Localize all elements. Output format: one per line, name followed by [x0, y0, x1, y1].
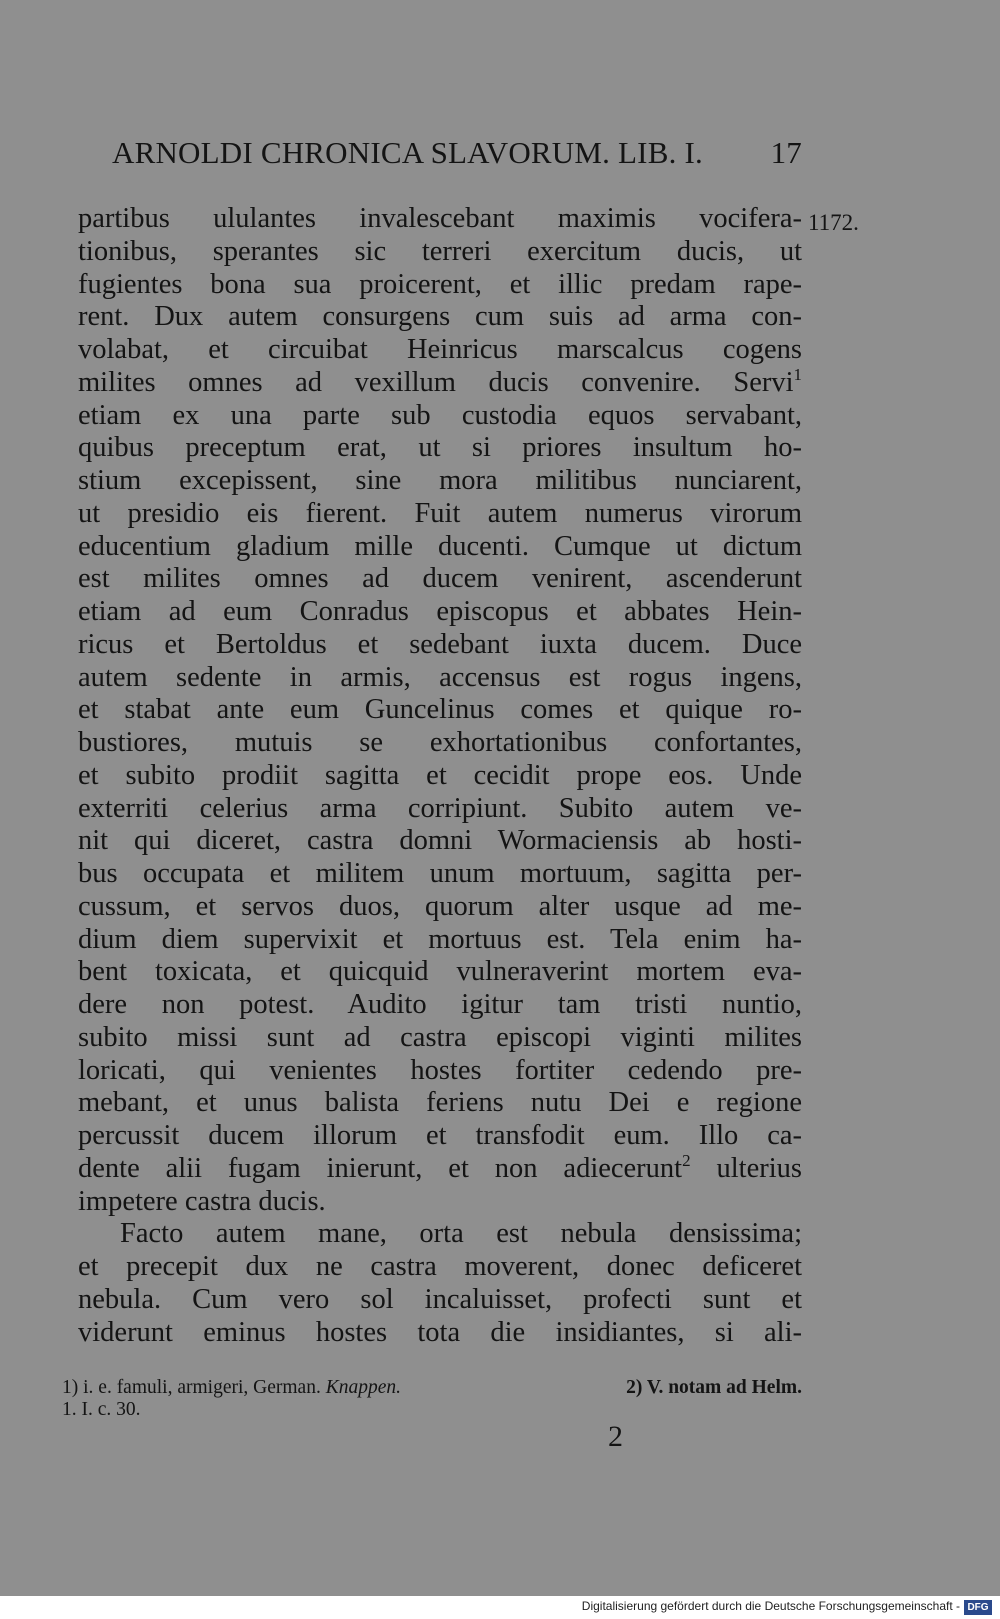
text-line-with-note [78, 1150, 802, 1186]
footnote-1-italic: Knappen. [325, 1377, 401, 1398]
text-line: ricus et Bertoldus et sedebant iuxta ducem. Duce [78, 628, 802, 660]
text-line: est milites omnes ad ducem venirent, ascenderunt [78, 563, 802, 595]
text-line: dium diem supervixit et mortuus est. Tela enim ha- [78, 923, 802, 955]
text-line: bustiores, mutuis se exhortationibus confortantes, [78, 727, 802, 758]
text-line: etiam ad eum Conradus episcopus et abbates Hein- [78, 596, 802, 627]
text-line: mebant, et unus balista feriens nutu Dei e regione [78, 1087, 802, 1119]
text-line: bent toxicata, et quicquid vulneraverint mortem eva- [78, 956, 802, 988]
text-line: impetere castra ducis. [78, 1185, 326, 1217]
text-line: educentium gladium mille ducenti. Cumque ut dictum [78, 530, 802, 562]
text-line: cussum, et servos duos, quorum alter usque ad me- [78, 890, 802, 922]
footnote-mark-1: 1 [793, 364, 802, 384]
text-line: autem sedente in armis, accensus est rogus ingens, [78, 661, 802, 693]
text-line: et precepit dux ne castra moverent, donec deficeret [78, 1251, 802, 1282]
text-line-content: dente alii fugam inierunt, et non adiecerunt [78, 1152, 683, 1184]
text-line-content: milites omnes ad vexillum ducis convenire. Servi [78, 366, 794, 398]
text-line: exterriti celerius arma corripiunt. Subito autem ve- [78, 792, 802, 824]
footnote-mark-2: 2 [682, 1150, 691, 1170]
running-header [112, 135, 802, 175]
text-line: nebula. Cum vero sol incaluisset, profecti sunt et [78, 1283, 802, 1315]
running-title: ARNOLDI CHRONICA SLAVORUM. LIB. I. [112, 135, 703, 170]
footnotes [62, 1377, 802, 1421]
text-line: rent. Dux autem consurgens cum suis ad arma con- [78, 301, 802, 333]
text-line: ut presidio eis fierent. Fuit autem numerus virorum [78, 497, 802, 529]
footnote-row [62, 1377, 802, 1399]
dfg-logo: DFG [964, 1600, 992, 1615]
text-line: partibus ululantes invalescebant maximis vocifera- [78, 203, 802, 234]
text-line: et stabat ante eum Guncelinus comes et quique ro- [78, 694, 802, 726]
text-line: dere non potest. Audito igitur tam tristi nuntio, [78, 989, 802, 1020]
digitization-banner [0, 1596, 1000, 1619]
text-line: loricati, qui venientes hostes fortiter cedendo pre- [78, 1054, 802, 1086]
text-line-tail: ulterius [716, 1152, 802, 1184]
footnote-2-continuation: 1. I. c. 30. [62, 1399, 141, 1420]
text-line: volabat, et circuibat Heinricus marscalcus cogens [78, 334, 802, 365]
text-line: et subito prodiit sagitta et cecidit prope eos. Unde [78, 759, 802, 791]
body-text [78, 203, 802, 1349]
text-line: subito missi sunt ad castra episcopi viginti milites [78, 1021, 802, 1053]
signature-mark: 2 [608, 1420, 623, 1453]
paragraph-start-line: Facto autem mane, orta est nebula densissima; [120, 1218, 802, 1250]
text-line: etiam ex una parte sub custodia equos servabant, [78, 399, 802, 431]
page-number: 17 [770, 135, 802, 170]
text-line: fugientes bona sua proicerent, et illic predam rape- [78, 268, 802, 300]
text-line: nit qui diceret, castra domni Wormaciensis ab hosti- [78, 825, 802, 857]
footnote-2: 2) V. notam ad Helm. [626, 1377, 802, 1398]
text-line: viderunt eminus hostes tota die insidiantes, si ali- [78, 1316, 802, 1348]
text-line: stium excepissent, sine mora militibus nunciarent, [78, 465, 802, 496]
text-line: percussit ducem illorum et transfodit eum. Illo ca- [78, 1120, 802, 1151]
text-line: tionibus, sperantes sic terreri exercitum ducis, ut [78, 235, 802, 267]
footnote-1-text: 1) i. e. famuli, armigeri, German. [62, 1377, 321, 1398]
banner-text: Digitalisierung gefördert durch die Deutsche Forschungsgemeinschaft - [581, 1599, 960, 1613]
text-line: quibus preceptum erat, ut si priores insultum ho- [78, 432, 802, 464]
footnote-1 [62, 1377, 401, 1399]
text-line: bus occupata et militem unum mortuum, sagitta per- [78, 858, 802, 889]
margin-year-note: 1172. [808, 210, 859, 235]
text-line-with-note [78, 364, 802, 400]
